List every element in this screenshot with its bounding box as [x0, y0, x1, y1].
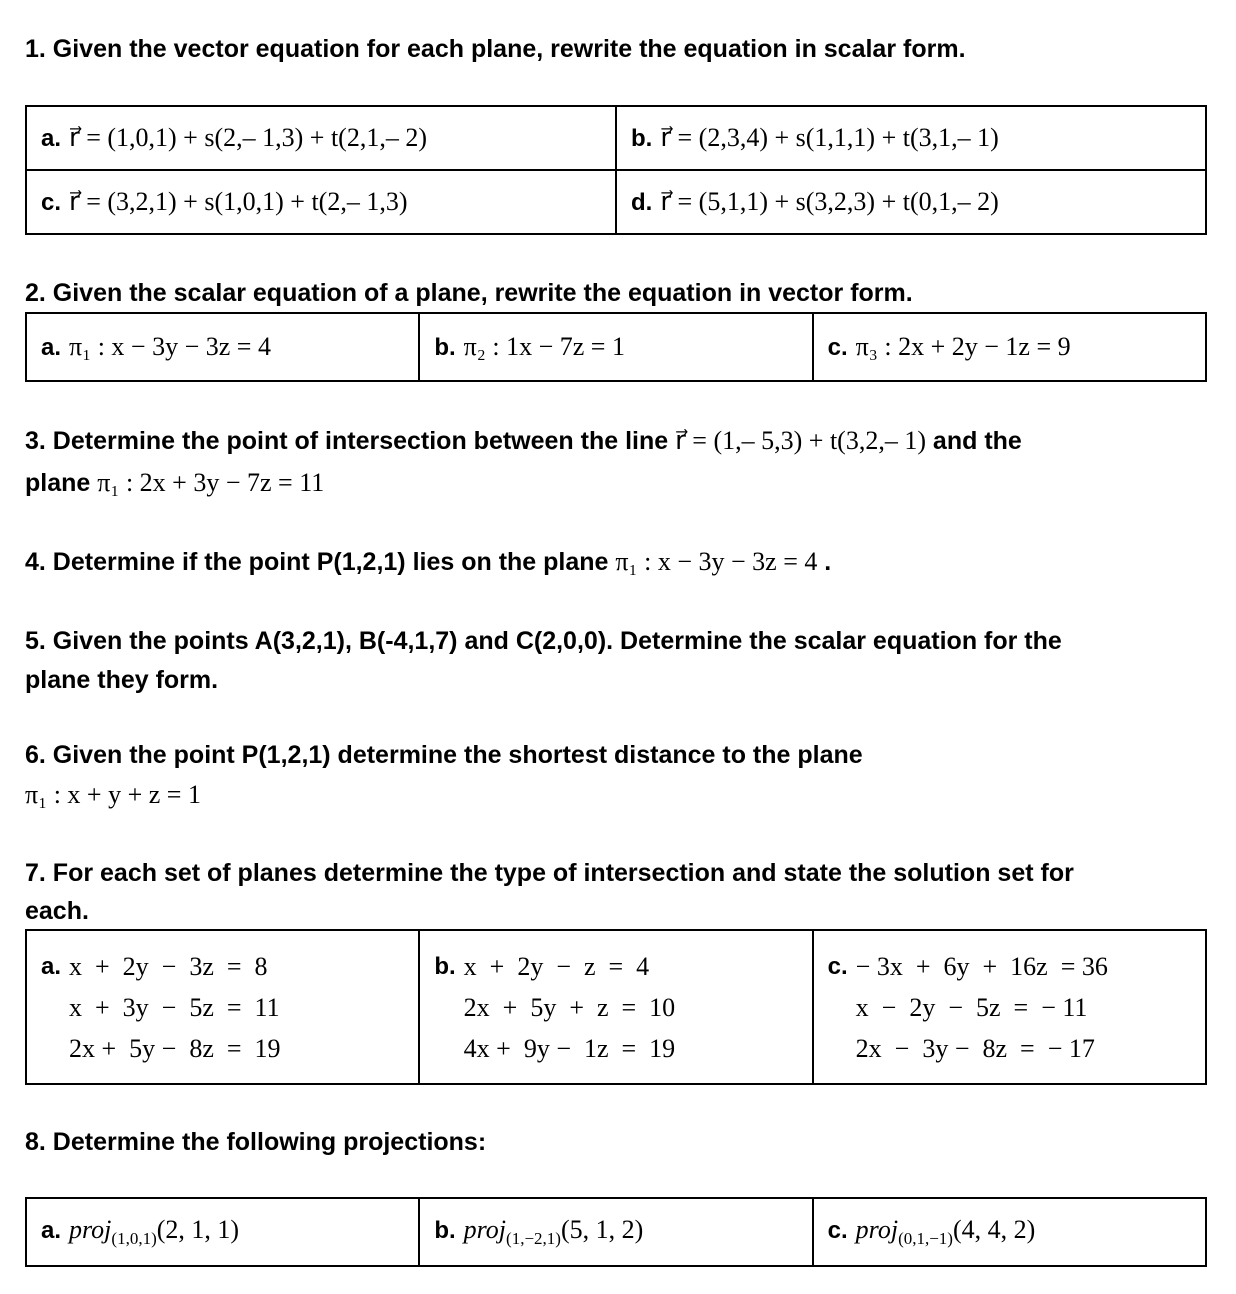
- q8b-proj-subscript: (1,−2,1): [506, 1229, 561, 1248]
- q1-title: 1. Given the vector equation for each plane, rewrite the equation in scalar form.: [25, 35, 966, 63]
- q8c-proj-subscript: (0,1,−1): [898, 1229, 953, 1248]
- q8c-proj-word: proj: [855, 1215, 899, 1244]
- q5-line2: plane they form.: [25, 666, 219, 694]
- q7-cell-c: [813, 930, 1206, 1084]
- q1-label-b: b.: [631, 125, 653, 152]
- q6-plane-equation: π₁ : x + y + z = 1: [25, 780, 201, 809]
- q1-equation-a: r⃗ = (1,0,1) + s(2,– 1,3) + t(2,1,– 2): [69, 123, 427, 152]
- q3-line2: [25, 464, 324, 502]
- q3-text-a: 3. Determine the point of intersection between the line: [25, 427, 676, 455]
- q7a-equation-2: x + 3y − 5z = 11: [69, 992, 280, 1022]
- q2-cell-c: [813, 313, 1206, 381]
- q8-cell-a: [26, 1198, 419, 1266]
- q4-line: [25, 543, 831, 581]
- q8-cell-c: [813, 1198, 1206, 1266]
- q7-cell-a: [26, 930, 419, 1084]
- q8b-proj-argument: (5, 1, 2): [560, 1215, 644, 1244]
- q1-equation-d: r⃗ = (5,1,1) + s(3,2,3) + t(0,1,– 2): [660, 187, 999, 216]
- q8a-proj-argument: (2, 1, 1): [156, 1215, 240, 1244]
- q1-cell-b: [616, 106, 1206, 170]
- q7b-equation-3: 4x + 9y − 1z = 19: [463, 1033, 676, 1063]
- q2-equation-c: π₃ : 2x + 2y − 1z = 9: [855, 332, 1071, 361]
- q1-label-a: a.: [41, 125, 62, 152]
- q7c-equation-3: 2x − 3y − 8z = − 17: [855, 1033, 1095, 1063]
- q6-line2: [25, 776, 201, 814]
- q8c-proj-argument: (4, 4, 2): [952, 1215, 1036, 1244]
- q1-label-d: d.: [631, 189, 653, 216]
- q3-line-equation: r⃗ = (1,– 5,3) + t(3,2,– 1): [675, 426, 926, 455]
- q2-label-c: c.: [827, 334, 848, 361]
- q1-equation-b: r⃗ = (2,3,4) + s(1,1,1) + t(3,1,– 1): [660, 123, 999, 152]
- q2-equation-a: π₁ : x − 3y − 3z = 4: [69, 332, 271, 361]
- q7c-equation-1: − 3x + 6y + 16z = 36: [855, 951, 1108, 981]
- q1-cell-d: [616, 170, 1206, 234]
- q8-label-c: c.: [827, 1217, 848, 1244]
- q1-equation-c: r⃗ = (3,2,1) + s(1,0,1) + t(2,– 1,3): [69, 187, 408, 216]
- q7-cell-b: [419, 930, 812, 1084]
- q2-cell-b: [419, 313, 812, 381]
- q8-cell-b: [419, 1198, 812, 1266]
- q7c-equation-2: x − 2y − 5z = − 11: [855, 992, 1088, 1022]
- q8a-proj-subscript: (1,0,1): [111, 1229, 157, 1248]
- q6-line1: 6. Given the point P(1,2,1) determine the shortest distance to the plane: [25, 741, 863, 769]
- q7b-equation-2: 2x + 5y + z = 10: [463, 992, 676, 1022]
- q1-label-c: c.: [41, 189, 62, 216]
- q7a-equation-3: 2x + 5y − 8z = 19: [69, 1033, 281, 1063]
- q8b-proj-word: proj: [463, 1215, 507, 1244]
- q7-line2: each.: [25, 897, 89, 925]
- q2-table: [25, 312, 1207, 382]
- q3-text-b: and the: [925, 427, 1022, 455]
- q2-label-b: b.: [434, 334, 456, 361]
- q8-label-a: a.: [41, 1217, 62, 1244]
- q2-equation-b: π₂ : 1x − 7z = 1: [463, 332, 625, 361]
- q7-line1: 7. For each set of planes determine the type of intersection and state the solution set for: [25, 859, 1074, 887]
- q7-table: [25, 929, 1207, 1085]
- q8-table: [25, 1197, 1207, 1267]
- q3-line1: [25, 422, 1022, 460]
- q3-plane-equation: π₁ : 2x + 3y − 7z = 11: [97, 468, 325, 497]
- q4-plane-equation: π₁ : x − 3y − 3z = 4: [615, 547, 818, 576]
- q7-label-a: a.: [41, 952, 62, 980]
- q1-cell-a: [26, 106, 616, 170]
- q1-cell-c: [26, 170, 616, 234]
- q1-table: [25, 105, 1207, 235]
- q8a-proj-word: proj: [69, 1215, 112, 1244]
- q8-title: 8. Determine the following projections:: [25, 1128, 487, 1156]
- q7a-equation-1: x + 2y − 3z = 8: [69, 951, 268, 981]
- q5-line1: 5. Given the points A(3,2,1), B(-4,1,7) and C(2,0,0). Determine the scalar equation for the: [25, 627, 1062, 655]
- q7-label-c: c.: [827, 952, 848, 980]
- q8-label-b: b.: [434, 1217, 456, 1244]
- q2-cell-a: [26, 313, 419, 381]
- q3-text-c: plane: [25, 469, 98, 497]
- q4-text: 4. Determine if the point P(1,2,1) lies on the plane: [25, 548, 616, 576]
- q7-label-b: b.: [434, 952, 456, 980]
- q2-title: 2. Given the scalar equation of a plane, rewrite the equation in vector form.: [25, 279, 913, 307]
- q4-end: .: [817, 548, 832, 576]
- q2-label-a: a.: [41, 334, 62, 361]
- q7b-equation-1: x + 2y − z = 4: [463, 951, 650, 981]
